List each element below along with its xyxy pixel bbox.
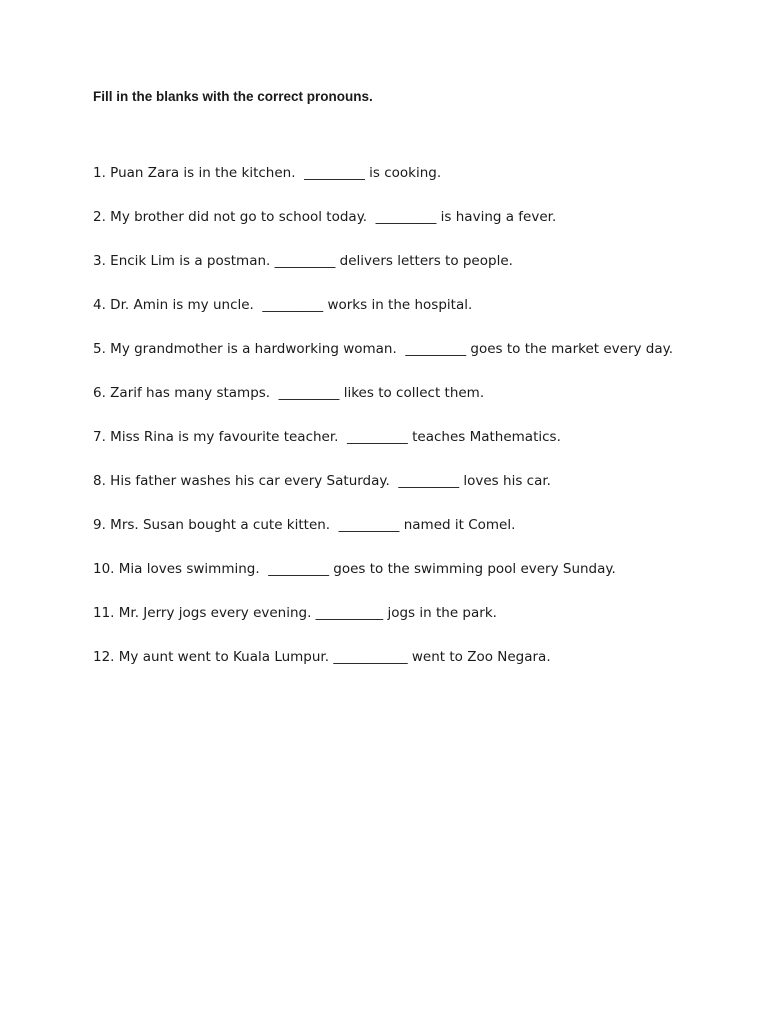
question-item [93, 292, 713, 319]
question-text: 8. His father washes his car every Saturday. _________ loves his car. [93, 473, 551, 489]
question-item [93, 336, 713, 363]
question-item [93, 424, 713, 451]
question-text: 5. My grandmother is a hardworking woman. _________ goes to the market every day. [93, 341, 673, 357]
question-text: 12. My aunt went to Kuala Lumpur. ___________ went to Zoo Negara. [93, 649, 551, 665]
question-text: 10. Mia loves swimming. _________ goes to the swimming pool every Sunday. [93, 561, 616, 577]
question-item [93, 248, 713, 275]
question-text: 4. Dr. Amin is my uncle. _________ works in the hospital. [93, 297, 473, 313]
question-item [93, 512, 713, 539]
question-text: 6. Zarif has many stamps. _________ likes to collect them. [93, 385, 485, 401]
question-item [93, 600, 713, 627]
question-list [93, 160, 713, 671]
question-text: 2. My brother did not go to school today. _________ is having a fever. [93, 209, 557, 225]
worksheet-content [93, 86, 713, 688]
question-item [93, 380, 713, 407]
question-text: 1. Puan Zara is in the kitchen. _________ is cooking. [93, 165, 442, 181]
question-text: 3. Encik Lim is a postman. _________ delivers letters to people. [93, 253, 513, 269]
question-item [93, 468, 713, 495]
question-item [93, 160, 713, 187]
worksheet-title: Fill in the blanks with the correct pronouns. [93, 89, 373, 104]
question-text: 11. Mr. Jerry jogs every evening. __________ jogs in the park. [93, 605, 497, 621]
question-text: 7. Miss Rina is my favourite teacher. _________ teaches Mathematics. [93, 429, 561, 445]
question-text: 9. Mrs. Susan bought a cute kitten. _________ named it Comel. [93, 517, 516, 533]
question-item [93, 204, 713, 231]
question-item [93, 556, 713, 583]
question-item [93, 644, 713, 671]
